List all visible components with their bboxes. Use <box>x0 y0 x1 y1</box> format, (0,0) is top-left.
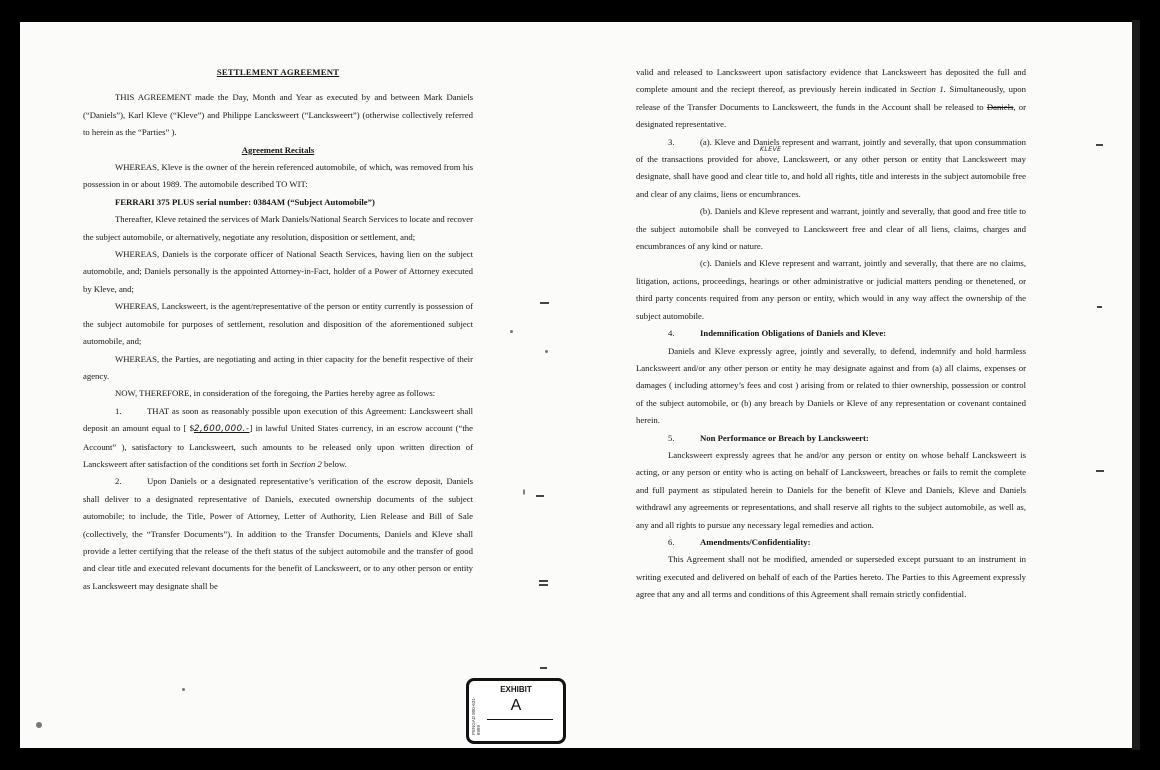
exhibit-label: EXHIBIT <box>500 685 532 694</box>
section-number: 4. <box>668 328 675 339</box>
section-1: 1. THAT as soon as reasonably possible upon execution of this Agreement: Lancksweert shall deposit an amount equal to [ $2,600,000.-] in lawful United States currency, in an escrow account (“the Account” ), satisfactory to Lancksweert, such amounts to be released only upon written direction of Lancksweert after satisfaction of the conditions set forth in Section 2 below. <box>83 403 473 474</box>
section-3c: (c). Daniels and Kleve represent and warrant, jointly and severally, that there are no claims, litigation, actions, proceedings, hearings or other administrative or judicial matters pending or thenetened, or third party concents required from any person or entity, which would in any way affect the ownership of the subject automobile. <box>636 258 1026 321</box>
recital-paragraph: WHEREAS, the Parties, are negotiating and acting in thier capacity for the benefit respective of their agency. <box>83 353 473 381</box>
margin-mark <box>1097 306 1102 308</box>
section-4-text: Daniels and Kleve expressly agree, jointly and severally, to defend, indemnify and hold harmless Lancksweert and/or any other person or entity he may designate against and from (a) all claims, expenses or damages ( including attorney’s fees and cost ) arising from or related to thier ownership, possession or control of the subject automobile, or (b) any breach by Daniels or Kleve of any representation or covenant contained herein. <box>636 345 1026 426</box>
exhibit-letter: A <box>510 697 522 714</box>
margin-mark <box>1096 470 1104 472</box>
section-number: 5. <box>668 432 675 443</box>
section-3b: (b). Daniels and Kleve represent and warrant, jointly and severally, that good and free title to the subject automobile shall be conveyed to Lancksweert free and clear of all liens, claims, charges and encumbrances of any kind or nature. <box>636 206 1026 252</box>
recitals-heading: Agreement Recitals <box>241 144 315 155</box>
section-3a: 3. (a). Kleve and Daniels represent and warrant, jointly and severally, that upon consummation of the transactions provided for above, Lancksweert, or any other person or entity that Lancksweert may designate, shall have good and clear title to, and hold all rights, title and interests in the subject automobile free and clear of any claims, liens or encumbrances. <box>636 134 1026 204</box>
scan-speck <box>510 330 513 333</box>
exhibit-underline <box>487 719 553 720</box>
vehicle-description: FERRARI 375 PLUS serial number: 0384AM (“Subject Automobile”) <box>115 196 375 207</box>
handwritten-amount: 2,600,000.- <box>193 424 250 435</box>
scan-speck <box>182 688 185 691</box>
section-6-text: This Agreement shall not be modified, amended or superseded except pursuant to an instrument in writing executed and delivered on behalf of each of the Parties hereto. The Parties to this Agreement expressly agree that any and all terms and conditions of this Agreement shall remain strictly confidential. <box>636 554 1026 600</box>
exhibit-stamp <box>466 678 566 744</box>
stamp-vendor-text: PENGAD 800-631-6989 <box>471 696 481 735</box>
margin-mark <box>536 495 544 497</box>
right-column <box>636 64 1026 604</box>
recital-paragraph: WHEREAS, Kleve is the owner of the herein referenced automobile, of which, was removed from his possession in or about 1989. The automobile described TO WIT: <box>83 162 473 190</box>
margin-mark <box>539 584 548 586</box>
intro-paragraph: THIS AGREEMENT made the Day, Month and Year as executed by and between Mark Daniels (“Daniels”), Karl Kleve (“Kleve”) and Philippe Lancksweert (“Lancksweert”) (otherwise collectively referred to herein as the “Parties” ). <box>83 92 473 138</box>
left-column <box>83 64 473 595</box>
recital-paragraph: Thereafter, Kleve retained the services of Mark Daniels/National Search Services to locate and recover the subject automobile, or alternatively, negotiate any resolution, disposition or settlement, and; <box>83 214 473 242</box>
recital-paragraph: NOW, THEREFORE, in consideration of the foregoing, the Parties hereby agree as follows: <box>115 388 436 399</box>
struck-name: Daniels <box>986 101 1014 112</box>
page-edge <box>1132 20 1140 750</box>
section-6-heading: 6. Amendments/Confidentiality: <box>636 534 1026 551</box>
section-2: 2. Upon Daniels or a designated representative’s verification of the escrow deposit, Daniels shall deliver to a designated representative of Daniels, executed ownership documents of the subject automobile; to include, the Title, Power of Attorney, Letter of Authority, Lien Release and Bill of Sale (collectively, the “Transfer Documents”). In addition to the Transfer Documents, Daniels and Kleve shall provide a letter certifying that the release of the theft status of the subject automobile and the transfer of good and clear title and executed relevant documents for the benefit of Lancksweert, or to any other person or entity as Lancksweert may designate shall be <box>83 473 473 595</box>
margin-mark <box>540 667 547 669</box>
section-4-heading: 4. Indemnification Obligations of Daniels and Kleve: <box>636 325 1026 342</box>
section-5-text: Lancksweert expressly agrees that he and/or any person or entity on whose behalf Lancksweert is acting, or any person or entity who is acting on behalf of Lancksweert, breaches or fails to remit the complete and full payment as stipulated herein to Daniels for the benefit of Kleve and Daniels, Kleve and Daniels withdrawl any agreements or representations, and shall reserve all rights to the subject automobile, as well as, any and all rights to pursue any necessary legal remedies and action. <box>636 449 1026 530</box>
recital-paragraph: WHEREAS, Daniels is the corporate officer of National Seacth Services, having lien on the subject automobile, and; Daniels personally is the appointed Attorney-in-Fact, holder of a Power of Attorney executed by Kleve, and; <box>83 249 473 294</box>
margin-mark <box>539 580 548 582</box>
scan-speck <box>545 350 548 353</box>
section-number: 6. <box>668 536 675 547</box>
section-5-heading: 5. Non Performance or Breach by Lancksweert: <box>636 430 1026 447</box>
recital-paragraph: WHEREAS, Lancksweert, is the agent/representative of the person or entity currently is possession of the subject automobile for purposes of settlement, resolution and disposition of the aforementioned subject automobile, and; <box>83 301 473 347</box>
section-number: 2. <box>115 476 122 487</box>
margin-mark <box>1096 144 1103 146</box>
margin-mark <box>540 302 549 304</box>
section-number: 3. <box>668 136 675 147</box>
section-number: 1. <box>115 405 122 416</box>
scan-speck <box>36 722 42 728</box>
agreement-title: SETTLEMENT AGREEMENT <box>216 67 340 77</box>
scan-speck <box>523 489 525 495</box>
handwritten-insert: KLEVE <box>760 146 782 153</box>
section-2-continued: valid and released to Lancksweert upon satisfactory evidence that Lancksweert has deposited the full and complete amount and the reciept thereof, as previously herein indicated in Section 1. Simultaneously, upon release of the Transfer Documents to Lancksweert, the funds in the Account shall be released to Daniels, or designated representative. <box>636 67 1026 130</box>
